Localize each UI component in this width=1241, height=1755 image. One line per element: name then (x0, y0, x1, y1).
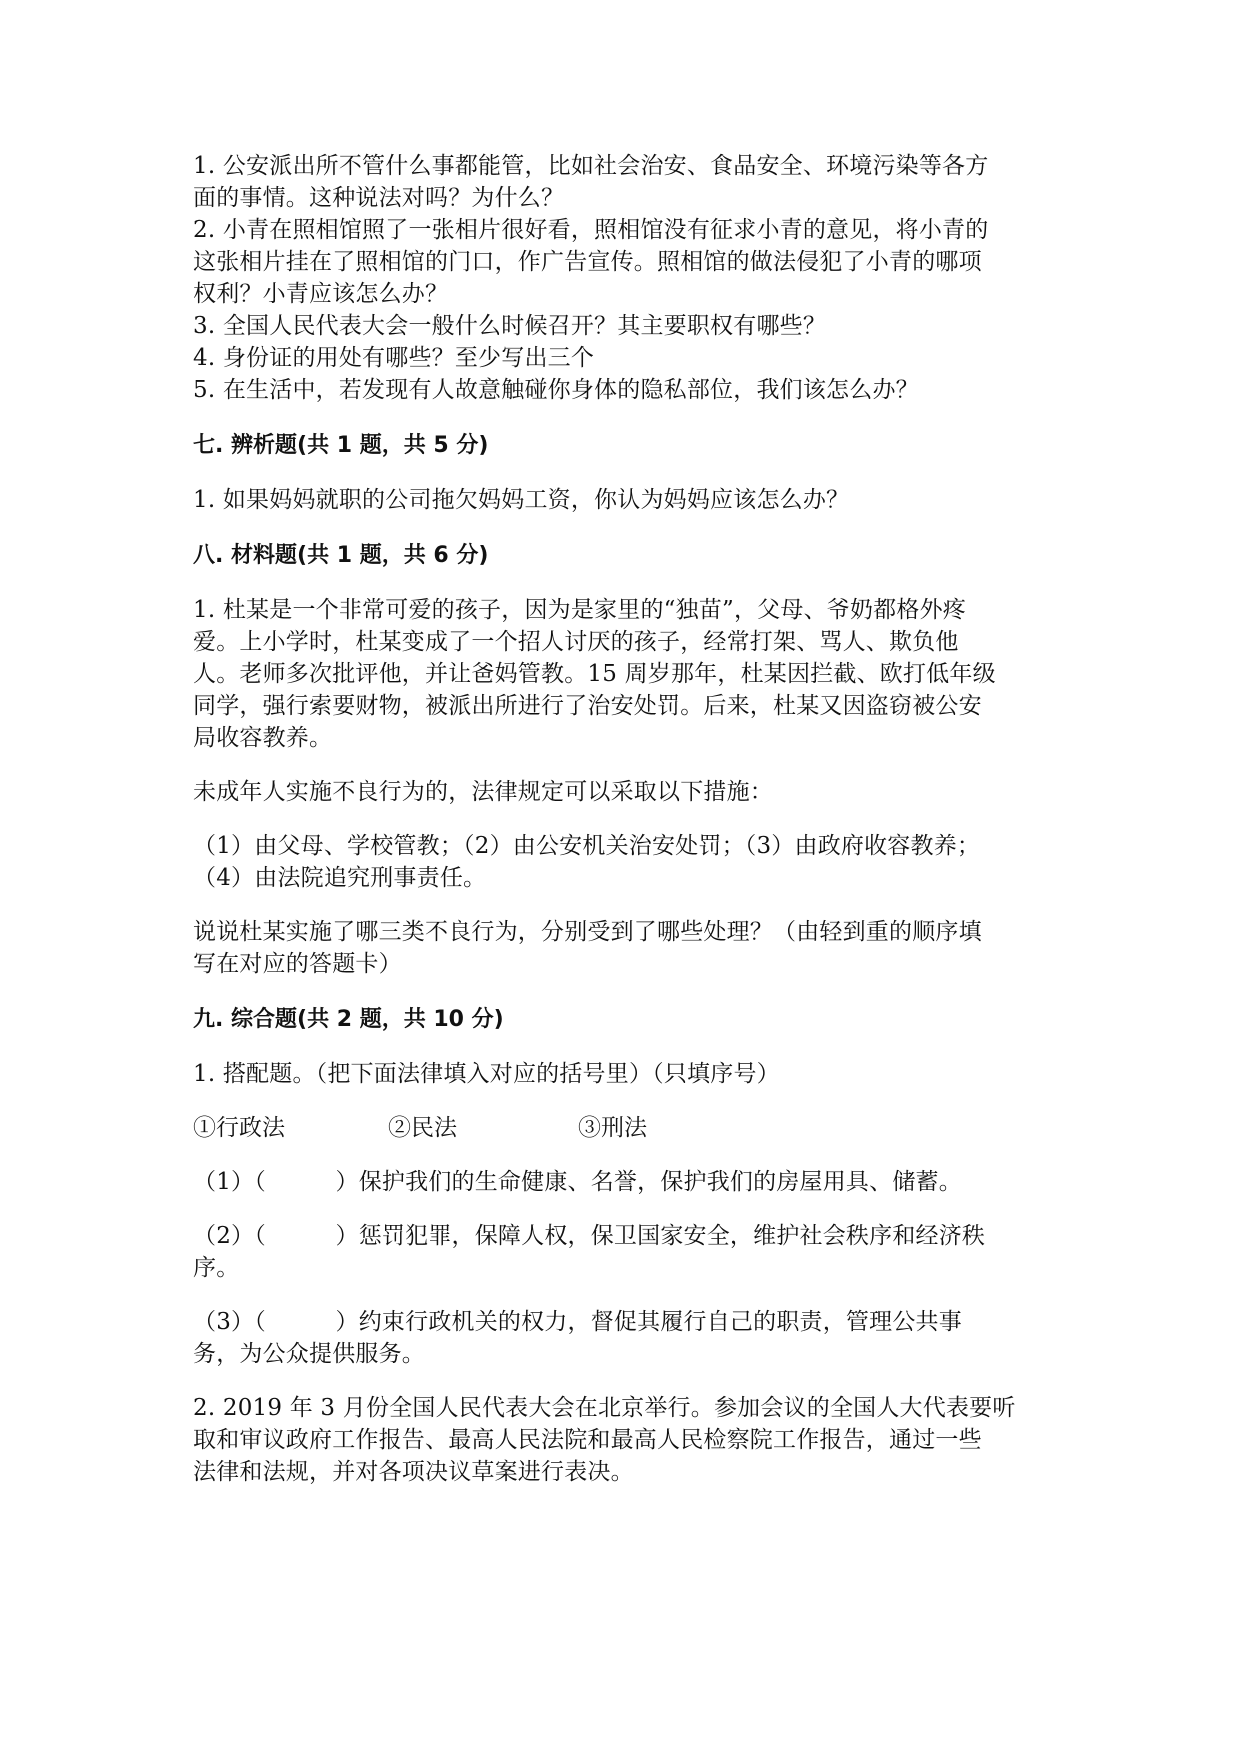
question-6-4 (193, 342, 1053, 374)
text-line: 务，为公众提供服务。 (193, 1341, 425, 1367)
question-9-1: 1. 搭配题。（把下面法律填入对应的括号里）（只填序号） (193, 1061, 780, 1087)
text-line: 2. 2019 年 3 月份全国人民代表大会在北京举行。参加会议的全国人大代表要听 (193, 1395, 1016, 1421)
text-line: （1）由父母、学校管教；（2）由公安机关治安处罚；（3）由政府收容教养； (193, 833, 981, 859)
text-line: 权利？小青应该怎么办？ (193, 281, 449, 307)
question-6-3 (193, 310, 1053, 342)
question-6-2 (193, 214, 1053, 310)
text-line: 4. 身份证的用处有哪些？至少写出三个 (193, 345, 595, 371)
option-criminal-law: ③刑法 (578, 1115, 647, 1141)
text-line: 爱。上小学时，杜某变成了一个招人讨厌的孩子，经常打架、骂人、欺负他 (193, 629, 959, 655)
text-line: 写在对应的答题卡） (193, 951, 402, 977)
section-heading-8: 八. 材料题(共 1 题，共 6 分) (193, 543, 489, 568)
text-line: 面的事情。这种说法对吗？为什么？ (193, 185, 565, 211)
text-line: 1. 杜某是一个非常可爱的孩子，因为是家里的“独苗”，父母、爷奶都格外疼 (193, 597, 966, 623)
measures-intro: 未成年人实施不良行为的，法律规定可以采取以下措施： (193, 779, 773, 805)
text-line: 人。老师多次批评他，并让爸妈管教。15 周岁那年，杜某因拦截、欧打低年级 (193, 661, 996, 687)
text-line: 法律和法规，并对各项决议草案进行表决。 (193, 1459, 634, 1485)
text-line: （4）由法院追究刑事责任。 (193, 865, 487, 891)
text-line: （2）（ ）惩罚犯罪，保障人权，保卫国家安全，维护社会秩序和经济秩 (193, 1223, 986, 1249)
section-heading-7: 七. 辨析题(共 1 题，共 5 分) (193, 433, 489, 458)
text-line: 1. 公安派出所不管什么事都能管，比如社会治安、食品安全、环境污染等各方 (193, 153, 989, 179)
text-line: 序。 (193, 1255, 240, 1281)
question-6-1 (193, 150, 1053, 214)
text-line: 局收容教养。 (193, 725, 333, 751)
measures-list (193, 830, 1053, 894)
question-9-2 (193, 1392, 1053, 1488)
text-line: 取和审议政府工作报告、最高人民法院和最高人民检察院工作报告，通过一些 (193, 1427, 982, 1453)
law-options (193, 1112, 1053, 1144)
material-paragraph (193, 594, 1053, 754)
question-7-1: 1. 如果妈妈就职的公司拖欠妈妈工资，你认为妈妈应该怎么办？ (193, 487, 850, 513)
question-6-5 (193, 374, 1053, 406)
section-heading-9: 九. 综合题(共 2 题，共 10 分) (193, 1007, 504, 1032)
text-line: 这张相片挂在了照相馆的门口，作广告宣传。照相馆的做法侵犯了小青的哪项 (193, 249, 982, 275)
exam-page (193, 150, 1053, 1488)
text-line: 同学，强行索要财物，被派出所进行了治安处罚。后来，杜某又因盗窃被公安 (193, 693, 982, 719)
blank-item-2 (193, 1220, 1053, 1284)
text-line: 3. 全国人民代表大会一般什么时候召开？其主要职权有哪些？ (193, 313, 827, 339)
text-line: （3）（ ）约束行政机关的权力，督促其履行自己的职责，管理公共事 (193, 1309, 962, 1335)
text-line: 5. 在生活中，若发现有人故意触碰你身体的隐私部位，我们该怎么办？ (193, 377, 919, 403)
blank-item-3 (193, 1306, 1053, 1370)
text-line: 说说杜某实施了哪三类不良行为，分别受到了哪些处理？（由轻到重的顺序填 (193, 919, 982, 945)
option-civil-law: ②民法 (388, 1115, 457, 1141)
text-line: 2. 小青在照相馆照了一张相片很好看，照相馆没有征求小青的意见，将小青的 (193, 217, 989, 243)
option-administrative-law: ①行政法 (193, 1115, 285, 1141)
blank-item-1: （1）（ ）保护我们的生命健康、名誉，保护我们的房屋用具、储蓄。 (193, 1169, 962, 1195)
material-question (193, 916, 1053, 980)
